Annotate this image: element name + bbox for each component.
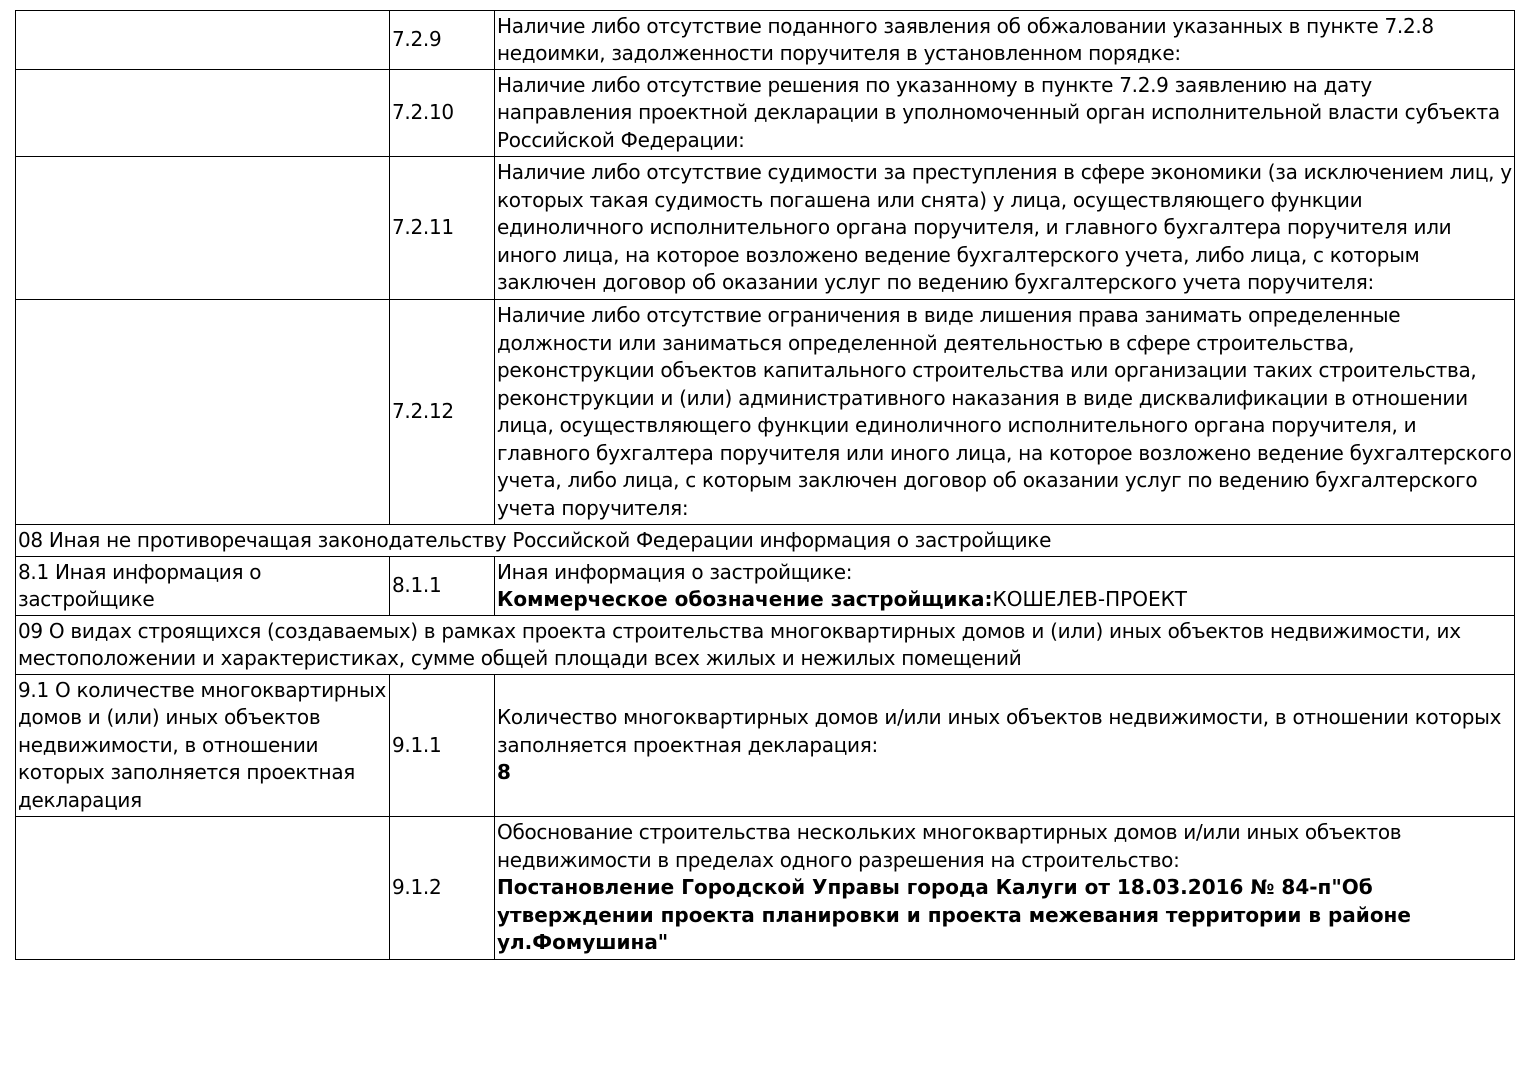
table-row [16, 300, 1515, 525]
table-row [16, 157, 1515, 300]
item-code: 7.2.11 [390, 157, 495, 300]
item-code: 9.1.1 [390, 675, 495, 817]
group-cell: 8.1 Иная информация о застройщике [16, 557, 390, 616]
value-label: Коммерческое обозначение застройщика: [497, 587, 993, 611]
item-text: Обоснование строительства нескольких многоквартирных домов и/или иных объектов недвижимости в пределах одного разрешения на строительство: [497, 820, 1402, 872]
group-cell [16, 157, 390, 300]
table-row [16, 70, 1515, 157]
item-text: Наличие либо отсутствие поданного заявления об обжаловании указанных в пункте 7.2.8 недоимки, задолженности поручителя в установленном порядке: [495, 11, 1515, 70]
section-09-title: 09 О видах строящихся (создаваемых) в рамках проекта строительства многоквартирных домов и (или) иных объектов недвижимости, их местоположении и характеристиках, сумме общей площади всех жилых и нежилых помещений [16, 616, 1515, 675]
declaration-table [15, 10, 1515, 960]
item-code: 9.1.2 [390, 817, 495, 960]
item-value: 8 [497, 760, 511, 785]
item-code: 7.2.10 [390, 70, 495, 157]
item-text: Количество многоквартирных домов и/или иных объектов недвижимости, в отношении которых заполняется проектная декларация: [497, 705, 1502, 757]
value-text: КОШЕЛЕВ-ПРОЕКТ [992, 587, 1188, 611]
item-value: Постановление Городской Управы города Калуги от 18.03.2016 № 84-п"Об утверждении проекта планировки и проекта межевания территории в районе ул.Фомушина" [497, 875, 1411, 955]
table-row [16, 675, 1515, 817]
table-row [16, 11, 1515, 70]
group-cell [16, 11, 390, 70]
table-row [16, 817, 1515, 960]
group-cell [16, 817, 390, 960]
item-code: 7.2.12 [390, 300, 495, 525]
group-cell: 9.1 О количестве многоквартирных домов и (или) иных объектов недвижимости, в отношении которых заполняется проектная декларация [16, 675, 390, 817]
item-text: Наличие либо отсутствие решения по указанному в пункте 7.2.9 заявлению на дату направления проектной декларации в уполномоченный орган исполнительной власти субъекта Российской Федерации: [495, 70, 1515, 157]
group-cell [16, 300, 390, 525]
item-text-cell [495, 817, 1515, 960]
item-code: 7.2.9 [390, 11, 495, 70]
item-text: Иная информация о застройщике: [497, 559, 853, 584]
item-text: Наличие либо отсутствие судимости за преступления в сфере экономики (за исключением лиц, у которых такая судимость погашена или снята) у лица, осуществляющего функции единоличного исполнительного органа поручителя, и главного бухгалтера поручителя или иного лица, на которое возложено ведение бухгалтерского учета, либо лица, с которым заключен договор об оказании услуг по ведению бухгалтерского учета поручителя: [495, 157, 1515, 300]
item-value [497, 586, 1512, 614]
section-header-row [16, 616, 1515, 675]
section-header-row [16, 525, 1515, 557]
item-code: 8.1.1 [390, 557, 495, 616]
group-cell [16, 70, 390, 157]
section-08-title: 08 Иная не противоречащая законодательству Российской Федерации информация о застройщике [16, 525, 1515, 557]
item-text: Наличие либо отсутствие ограничения в виде лишения права занимать определенные должности или заниматься определенной деятельностью в сфере строительства, реконструкции объектов капитального строительства или организации таких строительства, реконструкции и (или) административного наказания в виде дисквалификации в отношении лица, осуществляющего функции единоличного исполнительного органа поручителя, и главного бухгалтера поручителя или иного лица, на которое возложено ведение бухгалтерского учета, либо лица, с которым заключен договор об оказании услуг по ведению бухгалтерского учета поручителя: [495, 300, 1515, 525]
item-text-cell [495, 675, 1515, 817]
item-text-cell [495, 557, 1515, 616]
table-row [16, 557, 1515, 616]
